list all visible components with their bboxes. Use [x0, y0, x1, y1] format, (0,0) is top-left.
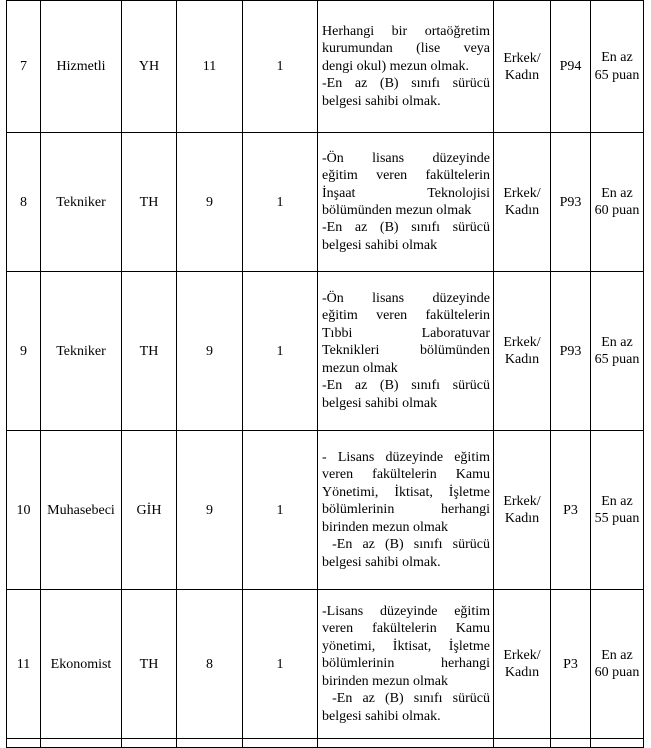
gender: Erkek/ Kadın — [494, 431, 551, 590]
requirement-line: kurumundan (lise veya — [322, 41, 490, 57]
requirement-line: -En az (B) sınıfı sürücü — [322, 537, 490, 553]
position-count: 1 — [243, 431, 318, 590]
empty-cell — [494, 739, 551, 748]
row-number: 8 — [7, 133, 41, 272]
requirement-line: bölümlerinin herhangi — [322, 656, 490, 672]
position-grade: 8 — [177, 590, 243, 739]
requirement-line: birinden mezun olmak — [322, 519, 448, 535]
position-class: TH — [122, 272, 177, 431]
position-class: YH — [122, 1, 177, 133]
requirement-line: mezun olmak — [322, 360, 398, 376]
requirement-line: -En az (B) sınıfı sürücü — [322, 220, 490, 236]
score-type: P93 — [551, 272, 591, 431]
min-score: En az 55 puan — [591, 431, 644, 590]
requirement-line: Teknikleri bölümünden — [322, 343, 490, 359]
requirements-cell — [318, 1, 494, 133]
position-grade: 9 — [177, 272, 243, 431]
gender: Erkek/ Kadın — [494, 590, 551, 739]
position-grade: 11 — [177, 1, 243, 133]
gender: Erkek/ Kadın — [494, 133, 551, 272]
requirement-line: veren fakültelerin Kamu — [322, 621, 490, 637]
empty-cell — [177, 739, 243, 748]
score-type: P93 — [551, 133, 591, 272]
requirement-line: Herhangi bir ortaöğretim — [322, 23, 490, 39]
row-number: 9 — [7, 272, 41, 431]
requirement-line: belgesi sahibi olmak. — [322, 93, 441, 109]
position-count: 1 — [243, 133, 318, 272]
position-title: Tekniker — [41, 272, 122, 431]
position-count: 1 — [243, 590, 318, 739]
position-class: TH — [122, 133, 177, 272]
empty-cell — [551, 739, 591, 748]
requirements-cell — [318, 431, 494, 590]
empty-cell — [318, 739, 494, 748]
row-number: 7 — [7, 1, 41, 133]
requirement-line: -Ön lisans düzeyinde — [322, 291, 490, 307]
score-type: P3 — [551, 431, 591, 590]
requirement-line: birinden mezun olmak — [322, 673, 448, 689]
table-row — [7, 1, 644, 133]
min-score: En az 60 puan — [591, 133, 644, 272]
min-score: En az 60 puan — [591, 590, 644, 739]
empty-cell — [122, 739, 177, 748]
position-grade: 9 — [177, 133, 243, 272]
position-title: Tekniker — [41, 133, 122, 272]
table-row — [7, 272, 644, 431]
requirement-line: veren fakültelerin Kamu — [322, 467, 490, 483]
empty-cell — [243, 739, 318, 748]
requirement-line: - Lisans düzeyinde eğitim — [322, 450, 490, 466]
table-row — [7, 590, 644, 739]
position-title: Hizmetli — [41, 1, 122, 133]
table-row-partial — [7, 739, 644, 748]
position-count: 1 — [243, 1, 318, 133]
position-title: Muhasebeci — [41, 431, 122, 590]
gender: Erkek/ Kadın — [494, 1, 551, 133]
requirement-line: dengi okul) mezun olmak. — [322, 58, 469, 74]
requirement-line: belgesi sahibi olmak — [322, 395, 438, 411]
requirement-line: -En az (B) sınıfı sürücü — [322, 76, 490, 92]
empty-cell — [7, 739, 41, 748]
position-title: Ekonomist — [41, 590, 122, 739]
requirement-line: Tıbbi Laboratuvar — [322, 325, 490, 341]
requirement-line: eğitim veren fakültelerin — [322, 168, 490, 184]
requirement-line: -En az (B) sınıfı sürücü — [322, 691, 490, 707]
gender: Erkek/ Kadın — [494, 272, 551, 431]
row-number: 11 — [7, 590, 41, 739]
table-row — [7, 431, 644, 590]
position-count: 1 — [243, 272, 318, 431]
requirement-line: bölümünden mezun olmak — [322, 203, 472, 218]
requirement-line: bölümlerinin herhangi — [322, 502, 490, 518]
requirements-cell — [318, 590, 494, 739]
requirement-line: belgesi sahibi olmak. — [322, 554, 441, 570]
position-class: GİH — [122, 431, 177, 590]
empty-cell — [591, 739, 644, 748]
empty-cell — [41, 739, 122, 748]
position-grade: 9 — [177, 431, 243, 590]
requirement-line: belgesi sahibi olmak — [322, 237, 438, 253]
requirement-line: -Lisans düzeyinde eğitim — [322, 604, 490, 620]
score-type: P3 — [551, 590, 591, 739]
requirement-line: yönetimi, İktisat, İşletme — [322, 638, 490, 654]
position-class: TH — [122, 590, 177, 739]
requirement-line: -En az (B) sınıfı sürücü — [322, 378, 490, 394]
requirement-line: İnşaat Teknolojisi — [322, 185, 490, 201]
score-type: P94 — [551, 1, 591, 133]
min-score: En az 65 puan — [591, 272, 644, 431]
requirement-line: eğitim veren fakültelerin — [322, 308, 490, 324]
requirement-line: -Ön lisans düzeyinde — [322, 150, 490, 166]
row-number: 10 — [7, 431, 41, 590]
positions-table — [6, 0, 644, 748]
requirement-line: belgesi sahibi olmak. — [322, 708, 441, 724]
requirement-line: Yönetimi, İktisat, İşletme — [322, 484, 490, 500]
requirements-cell — [318, 272, 494, 431]
requirements-cell — [318, 133, 494, 272]
min-score: En az 65 puan — [591, 1, 644, 133]
table-row — [7, 133, 644, 272]
